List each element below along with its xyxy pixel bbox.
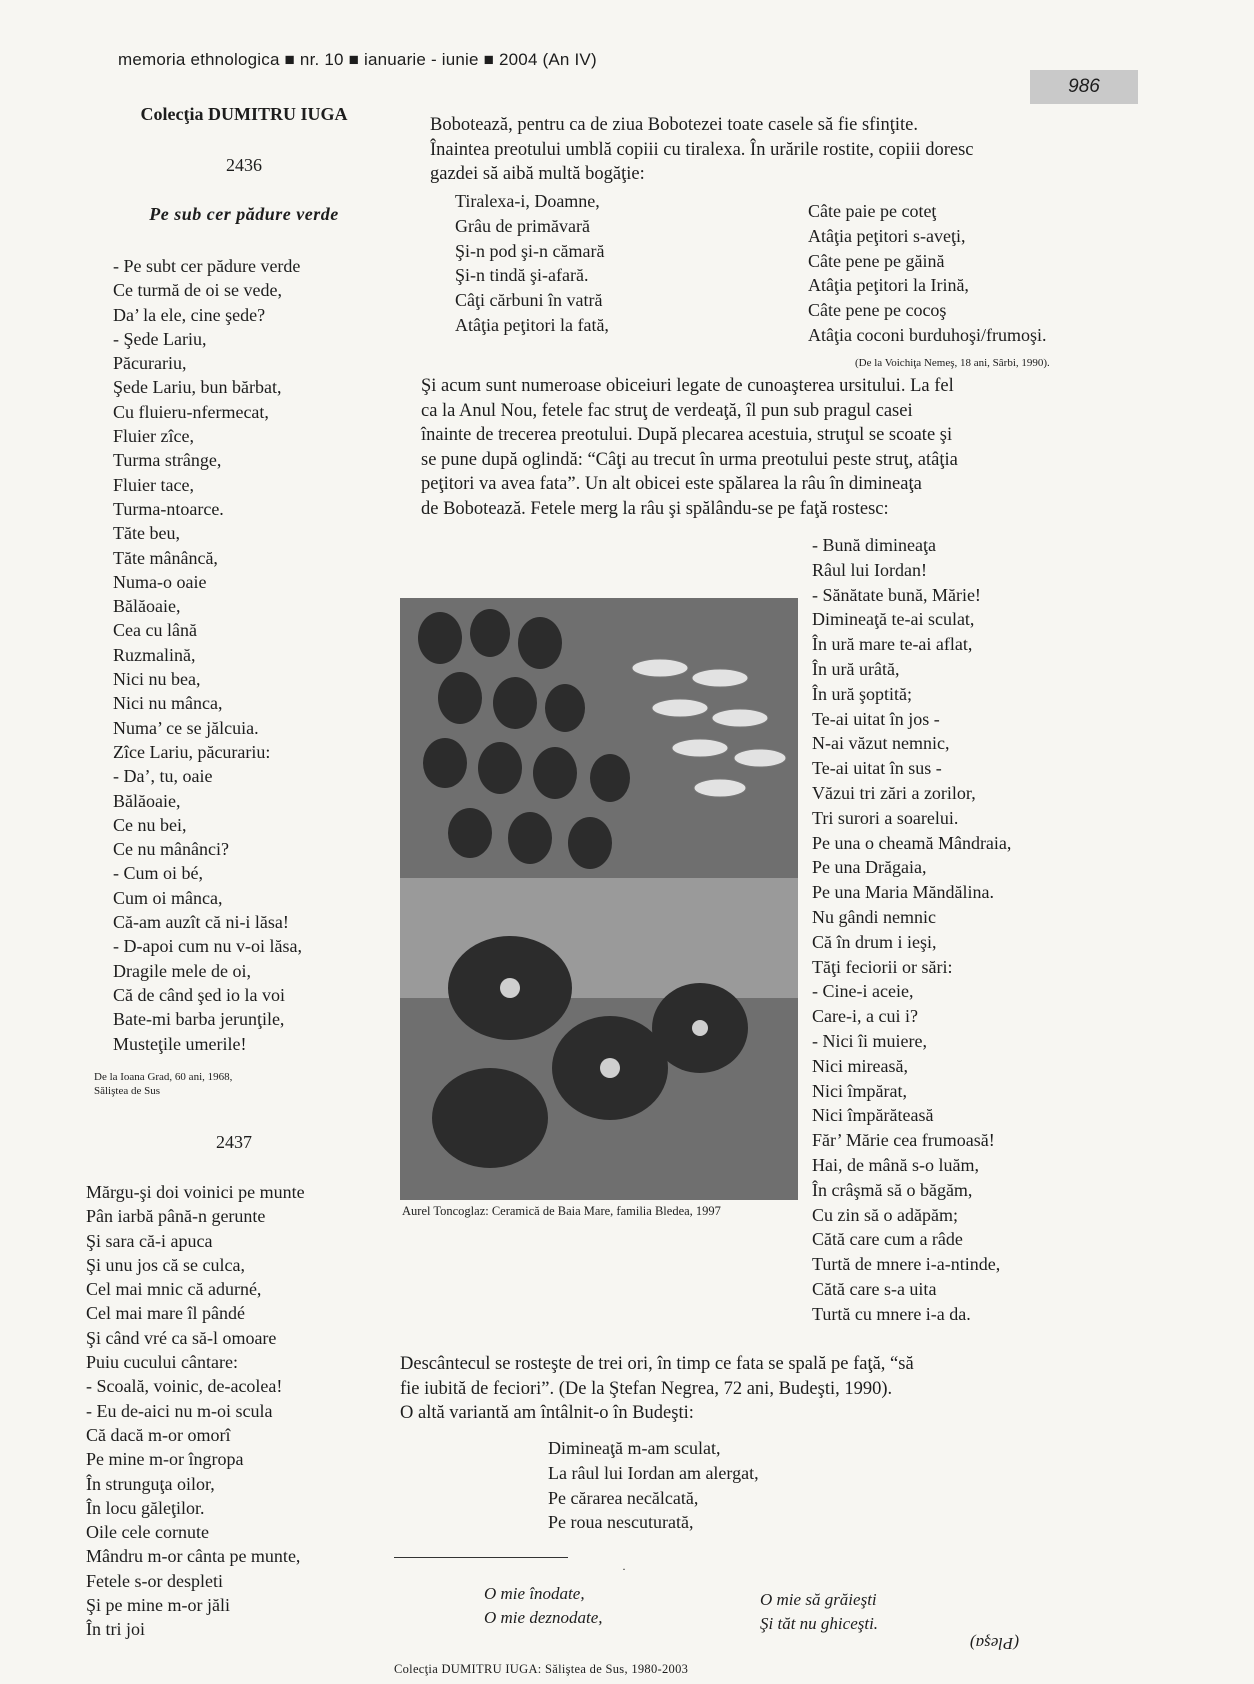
poem-number-2436: 2436 xyxy=(226,155,262,175)
closing-verse xyxy=(548,1436,759,1535)
song-line: Pe una o cheamă Mândraia, xyxy=(812,832,1012,853)
verse-left-column xyxy=(455,189,609,338)
source-line: Săliştea de Sus xyxy=(94,1085,160,1097)
verse-line: Câte pene pe găină xyxy=(808,250,945,271)
poem-line: Bălăoaie, xyxy=(113,596,181,617)
verse-line: Atâţia coconi burduhoşi/frumoşi. xyxy=(808,324,1047,345)
poem-line: Numa’ ce se jălcuia. xyxy=(113,717,259,738)
poem-2437-text xyxy=(86,1180,305,1642)
verse-line: Câte paie pe coteţ xyxy=(808,201,937,221)
poem-line: Mărgu-şi doi voinici pe munte xyxy=(86,1182,305,1202)
poem-line: - Da’, tu, oaie xyxy=(113,766,213,787)
verse-line: Câte pene pe cocoş xyxy=(808,300,947,321)
poem-line: Ce turmă de oi se vede, xyxy=(113,280,282,301)
song-line: Cătă care cum a râde xyxy=(812,1229,963,1250)
paragraph-line: ca la Anul Nou, fetele fac struţ de verdeaţă, îl pun sub pragul casei xyxy=(421,400,913,421)
footnote-line: O mie deznodate, xyxy=(484,1608,603,1627)
verse-line: Şi-n tindă şi-afară. xyxy=(455,265,589,286)
song-line: Tri surori a soarelui. xyxy=(812,807,959,828)
poem-line: În strunguţa oilor, xyxy=(86,1473,215,1494)
poem-line: Zîce Lariu, păcurariu: xyxy=(113,741,271,762)
song-line: Nici împărăteasă xyxy=(812,1105,934,1126)
poem-line: Pe mine m-or îngropa xyxy=(86,1449,244,1470)
verse-line: Dimineaţă m-am sculat, xyxy=(548,1438,721,1458)
collection-title: Colecţia DUMITRU IUGA xyxy=(140,104,348,124)
poem-line: Nici nu mânca, xyxy=(113,693,223,714)
poem-line: Cel mai mare îl pândé xyxy=(86,1303,245,1324)
poem-line: - Pe subt cer pădure verde xyxy=(113,256,301,276)
poem-line: Turma strânge, xyxy=(113,450,222,471)
poem-line: Ce nu bei, xyxy=(113,814,187,835)
poem-line: - Eu de-aici nu m-oi scula xyxy=(86,1400,273,1421)
paragraph-line: se pune după oglindă: “Câţi au trecut în urma preotului peste struţ, atâţia xyxy=(421,449,958,470)
poem-line: Ce nu mânânci? xyxy=(113,839,229,860)
poem-line: În locu găleţilor. xyxy=(86,1497,205,1518)
poem-line: Şi pe mine m-or jăli xyxy=(86,1595,230,1616)
song-line: Pe una Maria Măndălina. xyxy=(812,882,994,903)
poem-line: Da’ la ele, cine şede? xyxy=(113,304,266,325)
song-line: Tăţi feciorii or sări: xyxy=(812,956,953,977)
poem-number-2437: 2437 xyxy=(216,1132,252,1152)
poem-line: Numa-o oaie xyxy=(113,571,207,592)
song-line: - Cine-i aceie, xyxy=(812,981,914,1002)
song-line: Cătă care s-a uita xyxy=(812,1278,937,1299)
poem-line: - Cum oi bé, xyxy=(113,863,203,884)
poem-line: Fetele s-or despleti xyxy=(86,1570,223,1591)
ceramics-photo xyxy=(400,598,798,1200)
poem-line: Cum oi mânca, xyxy=(113,887,223,908)
song-line: În ură urâtă, xyxy=(812,658,900,679)
poem-line: Bate-mi barba jerunţile, xyxy=(113,1009,285,1030)
poem-line: Musteţile umerile! xyxy=(113,1033,247,1054)
verse-line: Atâţia peţitori la Irină, xyxy=(808,275,969,296)
verse-line: Câţi cărbuni în vatră xyxy=(455,290,603,311)
corner-mark: (Pleşa) xyxy=(970,1634,1020,1653)
verse-line: La râul lui Iordan am alergat, xyxy=(548,1462,759,1483)
poem-line: Cu fluieru-nfermecat, xyxy=(113,401,269,422)
verse-line: Atâţia peţitori la fată, xyxy=(455,314,609,335)
song-line: Nici împărat, xyxy=(812,1080,907,1101)
song-line: În ură mare te-ai aflat, xyxy=(812,634,973,655)
paragraph-line: Bobotează, pentru ca de ziua Bobotezei toate casele să fie sfinţite. xyxy=(430,115,918,135)
song-line: Te-ai uitat în sus - xyxy=(812,758,942,779)
verse-right-column xyxy=(808,199,1046,348)
closing-paragraph xyxy=(400,1352,914,1426)
poem-line: Cea cu lână xyxy=(113,620,197,641)
poem-line: În tri joi xyxy=(86,1619,145,1640)
paragraph-line: Şi acum sunt numeroase obiceiuri legate de cunoaşterea ursitului. La fel xyxy=(421,376,954,396)
song-line: Râul lui Iordan! xyxy=(812,559,927,580)
footnote-right xyxy=(760,1588,878,1636)
song-line: - Sănătate bună, Mărie! xyxy=(812,584,981,605)
song-line: Făr’ Mărie cea frumoasă! xyxy=(812,1130,995,1151)
verse-line: Tiralexa-i, Doamne, xyxy=(455,191,600,211)
poem-line: Şi sara că-i apuca xyxy=(86,1230,213,1251)
footnote-line: O mie să grăieşti xyxy=(760,1590,877,1609)
song-line: În ură şoptită; xyxy=(812,683,912,704)
photo-caption: Aurel Toncoglaz: Ceramică de Baia Mare, familia Bledea, 1997 xyxy=(402,1204,721,1218)
song-line: Turtă cu mnere i-a da. xyxy=(812,1303,971,1324)
song-line: Nici mireasă, xyxy=(812,1055,908,1076)
poem-title: Pe sub cer pădure verde xyxy=(149,204,339,224)
song-line: - Nici îi muiere, xyxy=(812,1030,927,1051)
intro-paragraph xyxy=(430,113,974,187)
poem-line: - D-apoi cum nu v-oi lăsa, xyxy=(113,936,302,957)
poem-line: Nici nu bea, xyxy=(113,669,201,690)
poem-line: Pân iarbă până-n gerunte xyxy=(86,1206,266,1227)
poem-line: Că-am auzît că ni-i lăsa! xyxy=(113,912,289,933)
poem-line: Tăte beu, xyxy=(113,523,180,544)
customs-paragraph xyxy=(421,374,958,521)
source-line: De la Ioana Grad, 60 ani, 1968, xyxy=(94,1071,233,1083)
paragraph-line: gazdei să aibă multă bogăţie: xyxy=(430,164,645,184)
poem-line: Păcurariu, xyxy=(113,353,187,374)
song-line: Pe una Drăgaia, xyxy=(812,857,927,878)
song-line: Te-ai uitat în jos - xyxy=(812,708,940,729)
song-line: Cu zin să o adăpăm; xyxy=(812,1204,958,1225)
poem-line: Şi când vré ca să-l omoare xyxy=(86,1327,277,1348)
running-head: memoria ethnologica ■ nr. 10 ■ ianuarie - iunie ■ 2004 (An IV) xyxy=(118,50,597,69)
poem-line: - Şede Lariu, xyxy=(113,328,207,349)
poem-line: Turma-ntoarce. xyxy=(113,498,224,519)
song-line: În crâşmă să o băgăm, xyxy=(812,1179,973,1200)
poem-line: Şi unu jos că se culca, xyxy=(86,1254,245,1275)
paragraph-line: O altă variantă am întâlnit-o în Budeşti: xyxy=(400,1403,694,1423)
song-line: Că în drum i ieşi, xyxy=(812,931,937,952)
poem-line: Puiu cucului cântare: xyxy=(86,1352,238,1373)
song-text xyxy=(812,533,1011,1327)
verse-line: Şi-n pod şi-n cămară xyxy=(455,240,605,261)
paragraph-line: fie iubită de feciori”. (De la Ştefan Negrea, 72 ani, Budeşti, 1990). xyxy=(400,1378,893,1399)
poem-line: Că dacă m-or omorî xyxy=(86,1424,231,1445)
stray-dot: · xyxy=(622,1562,626,1576)
footnote-line: Şi tăt nu ghiceşti. xyxy=(760,1614,879,1633)
song-line: Dimineaţă te-ai sculat, xyxy=(812,609,975,630)
poem-line: Tăte mânâncă, xyxy=(113,547,218,568)
poem-line: Cel mai mnic că adurné, xyxy=(86,1279,262,1300)
poem-line: Bălăoaie, xyxy=(113,790,181,811)
poem-line: Fluier tace, xyxy=(113,474,194,495)
poem-line: Ruzmalină, xyxy=(113,644,196,665)
song-line: Hai, de mână s-o luăm, xyxy=(812,1154,979,1175)
verse-line: Grâu de primăvară xyxy=(455,215,590,236)
poem-line: Că de când şed io la voi xyxy=(113,984,285,1005)
poem-line: - Scoală, voinic, de-acolea! xyxy=(86,1376,283,1397)
paragraph-line: peţitori va avea fata”. Un alt obicei este spălarea la râu în dimineaţa xyxy=(421,474,922,494)
verse-line: Pe roua nescuturată, xyxy=(548,1512,694,1533)
song-line: Turtă de mnere i-a-ntinde, xyxy=(812,1254,1001,1275)
page-number: 986 xyxy=(1030,70,1138,104)
paragraph-line: Înaintea preotului umblă copiii cu tiralexa. În urările rostite, copiii doresc xyxy=(430,139,974,160)
song-line: Văzui tri zări a zorilor, xyxy=(812,782,976,803)
song-line: Nu gândi nemnic xyxy=(812,906,936,927)
poem-line: Fluier zîce, xyxy=(113,426,194,447)
poem-line: Dragile mele de oi, xyxy=(113,960,251,981)
paragraph-line: înainte de trecerea preotului. După plecarea acestuia, struţul se scoate şi xyxy=(421,425,953,445)
footnote-rule xyxy=(394,1557,568,1558)
footnote-left xyxy=(484,1582,603,1630)
poem-line: Mândru m-or cânta pe munte, xyxy=(86,1546,301,1567)
poem-line: Oile cele cornute xyxy=(86,1522,209,1543)
poem-2436-source xyxy=(94,1070,232,1098)
song-line: Care-i, a cui i? xyxy=(812,1006,918,1027)
footnote-line: O mie înodate, xyxy=(484,1584,585,1603)
collection-credit: Colecţia DUMITRU IUGA: Sălişteа de Sus, 1980-2003 xyxy=(394,1662,689,1676)
song-line: N-ai văzut nemnic, xyxy=(812,733,950,754)
paragraph-line: Descântecul se rosteşte de trei ori, în timp ce fata se spală pe faţă, “să xyxy=(400,1354,914,1374)
poem-line: Şede Lariu, bun bărbat, xyxy=(113,377,282,398)
verse-line: Atâţia peţitori s-aveţi, xyxy=(808,225,966,246)
poem-2436-text xyxy=(113,254,302,1056)
song-line: - Bună dimineaţa xyxy=(812,535,936,555)
verse-source: (De la Voichiţa Nemeş, 18 ani, Sârbi, 1990). xyxy=(855,357,1050,369)
verse-line: Pe cărarea necălcată, xyxy=(548,1487,699,1508)
paragraph-line: de Bobotează. Fetele merg la râu şi spălându-se pe faţă rostesc: xyxy=(421,498,889,519)
